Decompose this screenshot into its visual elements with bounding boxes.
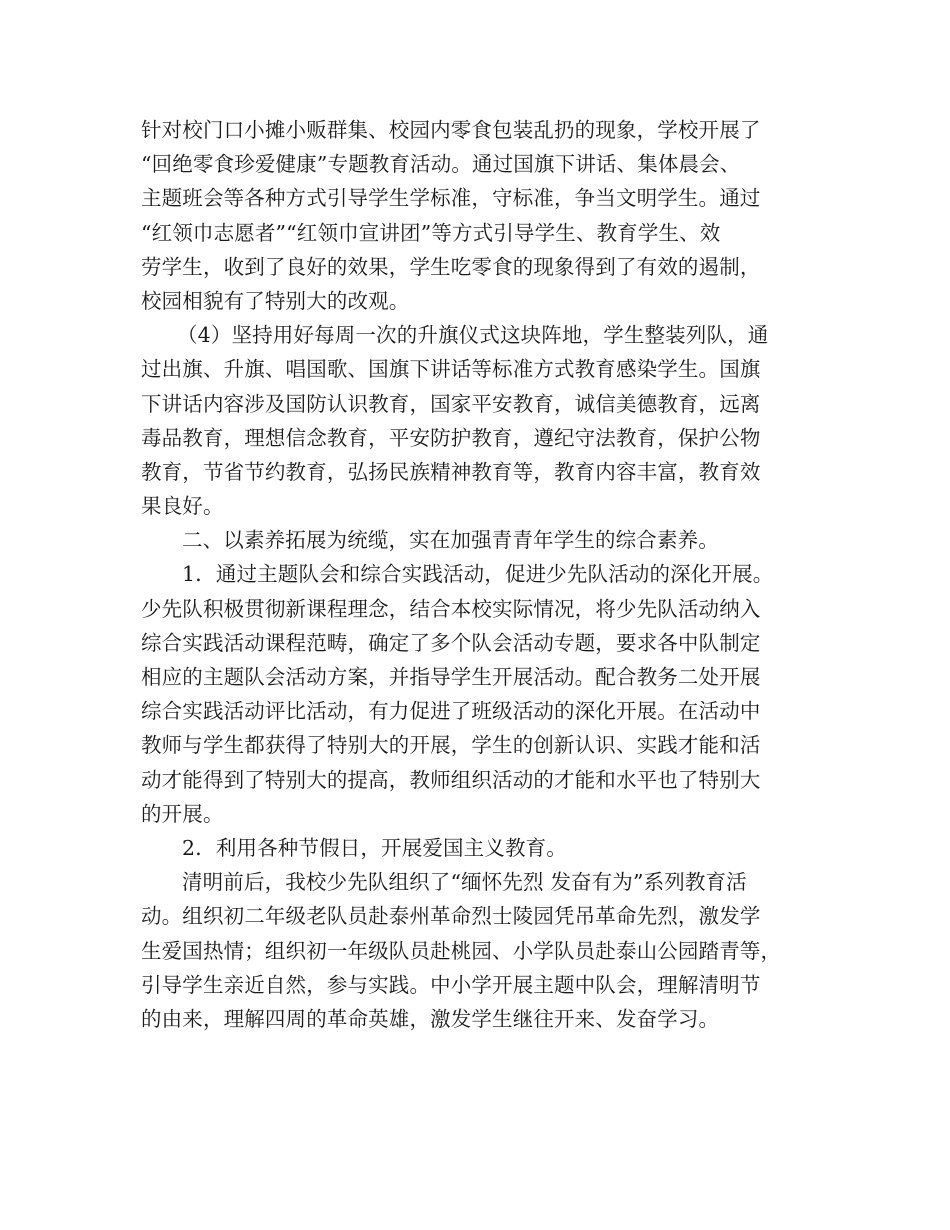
text-line: 教育，节省节约教育，弘扬民族精神教育等，教育内容丰富，教育效 bbox=[141, 459, 761, 484]
document-body bbox=[141, 113, 821, 1036]
text-line: 教师与学生都获得了特别大的开展，学生的创新认识、实践才能和活 bbox=[141, 733, 761, 758]
text-line: 下讲话内容涉及国防认识教育，国家平安教育，诚信美德教育，远离 bbox=[141, 391, 761, 416]
text-line: 相应的主题队会活动方案，并指导学生开展活动。配合教务二处开展 bbox=[141, 665, 761, 689]
text-line: 校园相貌有了特别大的改观。 bbox=[141, 288, 410, 313]
text-line: 的开展。 bbox=[141, 801, 224, 826]
section-heading: 二、以素养拓展为统缆，实在加强青青年学生的综合素养。 bbox=[182, 528, 719, 553]
text-line: 的由来，理解四周的革命英雄，激发学生继往开来、发奋学习。 bbox=[141, 1006, 720, 1031]
text-line: “回绝零食珍爱健康”专题教育活动。通过国旗下讲话、集体晨会、 bbox=[141, 152, 741, 177]
subsection-heading: 2．利用各种节假日，开展爱国主义教育。 bbox=[182, 835, 567, 860]
text-line: 果良好。 bbox=[141, 494, 224, 519]
text-line: 针对校门口小摊小贩群集、校园内零食包装乱扔的现象，学校开展了 bbox=[141, 118, 761, 142]
text-line: 动才能得到了特别大的提高，教师组织活动的才能和水平也了特别大 bbox=[141, 767, 761, 792]
text-line: 过出旗、升旗、唱国歌、国旗下讲话等标准方式教育感染学生。国旗 bbox=[141, 357, 761, 382]
subsection-heading: 1．通过主题队会和综合实践活动，促进少先队活动的深化开展。 bbox=[182, 562, 774, 587]
paragraph-first-line: （4）坚持用好每周一次的升旗仪式这块阵地，学生整装列队，通 bbox=[177, 323, 769, 348]
paragraph-first-line: 清明前后，我校少先队组织了“缅怀先烈 发奋有为”系列教育活 bbox=[182, 870, 747, 895]
text-line: 综合实践活动评比活动，有力促进了班级活动的深化开展。在活动中 bbox=[141, 699, 761, 724]
text-line: 主题班会等各种方式引导学生学标准，守标准，争当文明学生。通过 bbox=[141, 186, 761, 211]
text-line: 引导学生亲近自然，参与实践。中小学开展主题中队会，理解清明节 bbox=[141, 972, 761, 997]
text-line: 少先队积极贯彻新课程理念，结合本校实际情况，将少先队活动纳入 bbox=[141, 596, 761, 621]
text-line: 劳学生，收到了良好的效果，学生吃零食的现象得到了有效的遏制， bbox=[141, 254, 761, 279]
text-line: 综合实践活动课程范畴，确定了多个队会活动专题，要求各中队制定 bbox=[141, 630, 761, 655]
text-line: 动。组织初二年级老队员赴泰州革命烈士陵园凭吊革命先烈，激发学 bbox=[141, 904, 761, 929]
text-line: 生爱国热情；组织初一年级队员赴桃园、小学队员赴泰山公园踏青等， bbox=[141, 938, 782, 963]
text-line: “红领巾志愿者”“红领巾宣讲团”等方式引导学生、教育学生、效 bbox=[141, 220, 721, 245]
text-line: 毒品教育，理想信念教育，平安防护教育，遵纪守法教育，保护公物 bbox=[141, 425, 761, 450]
